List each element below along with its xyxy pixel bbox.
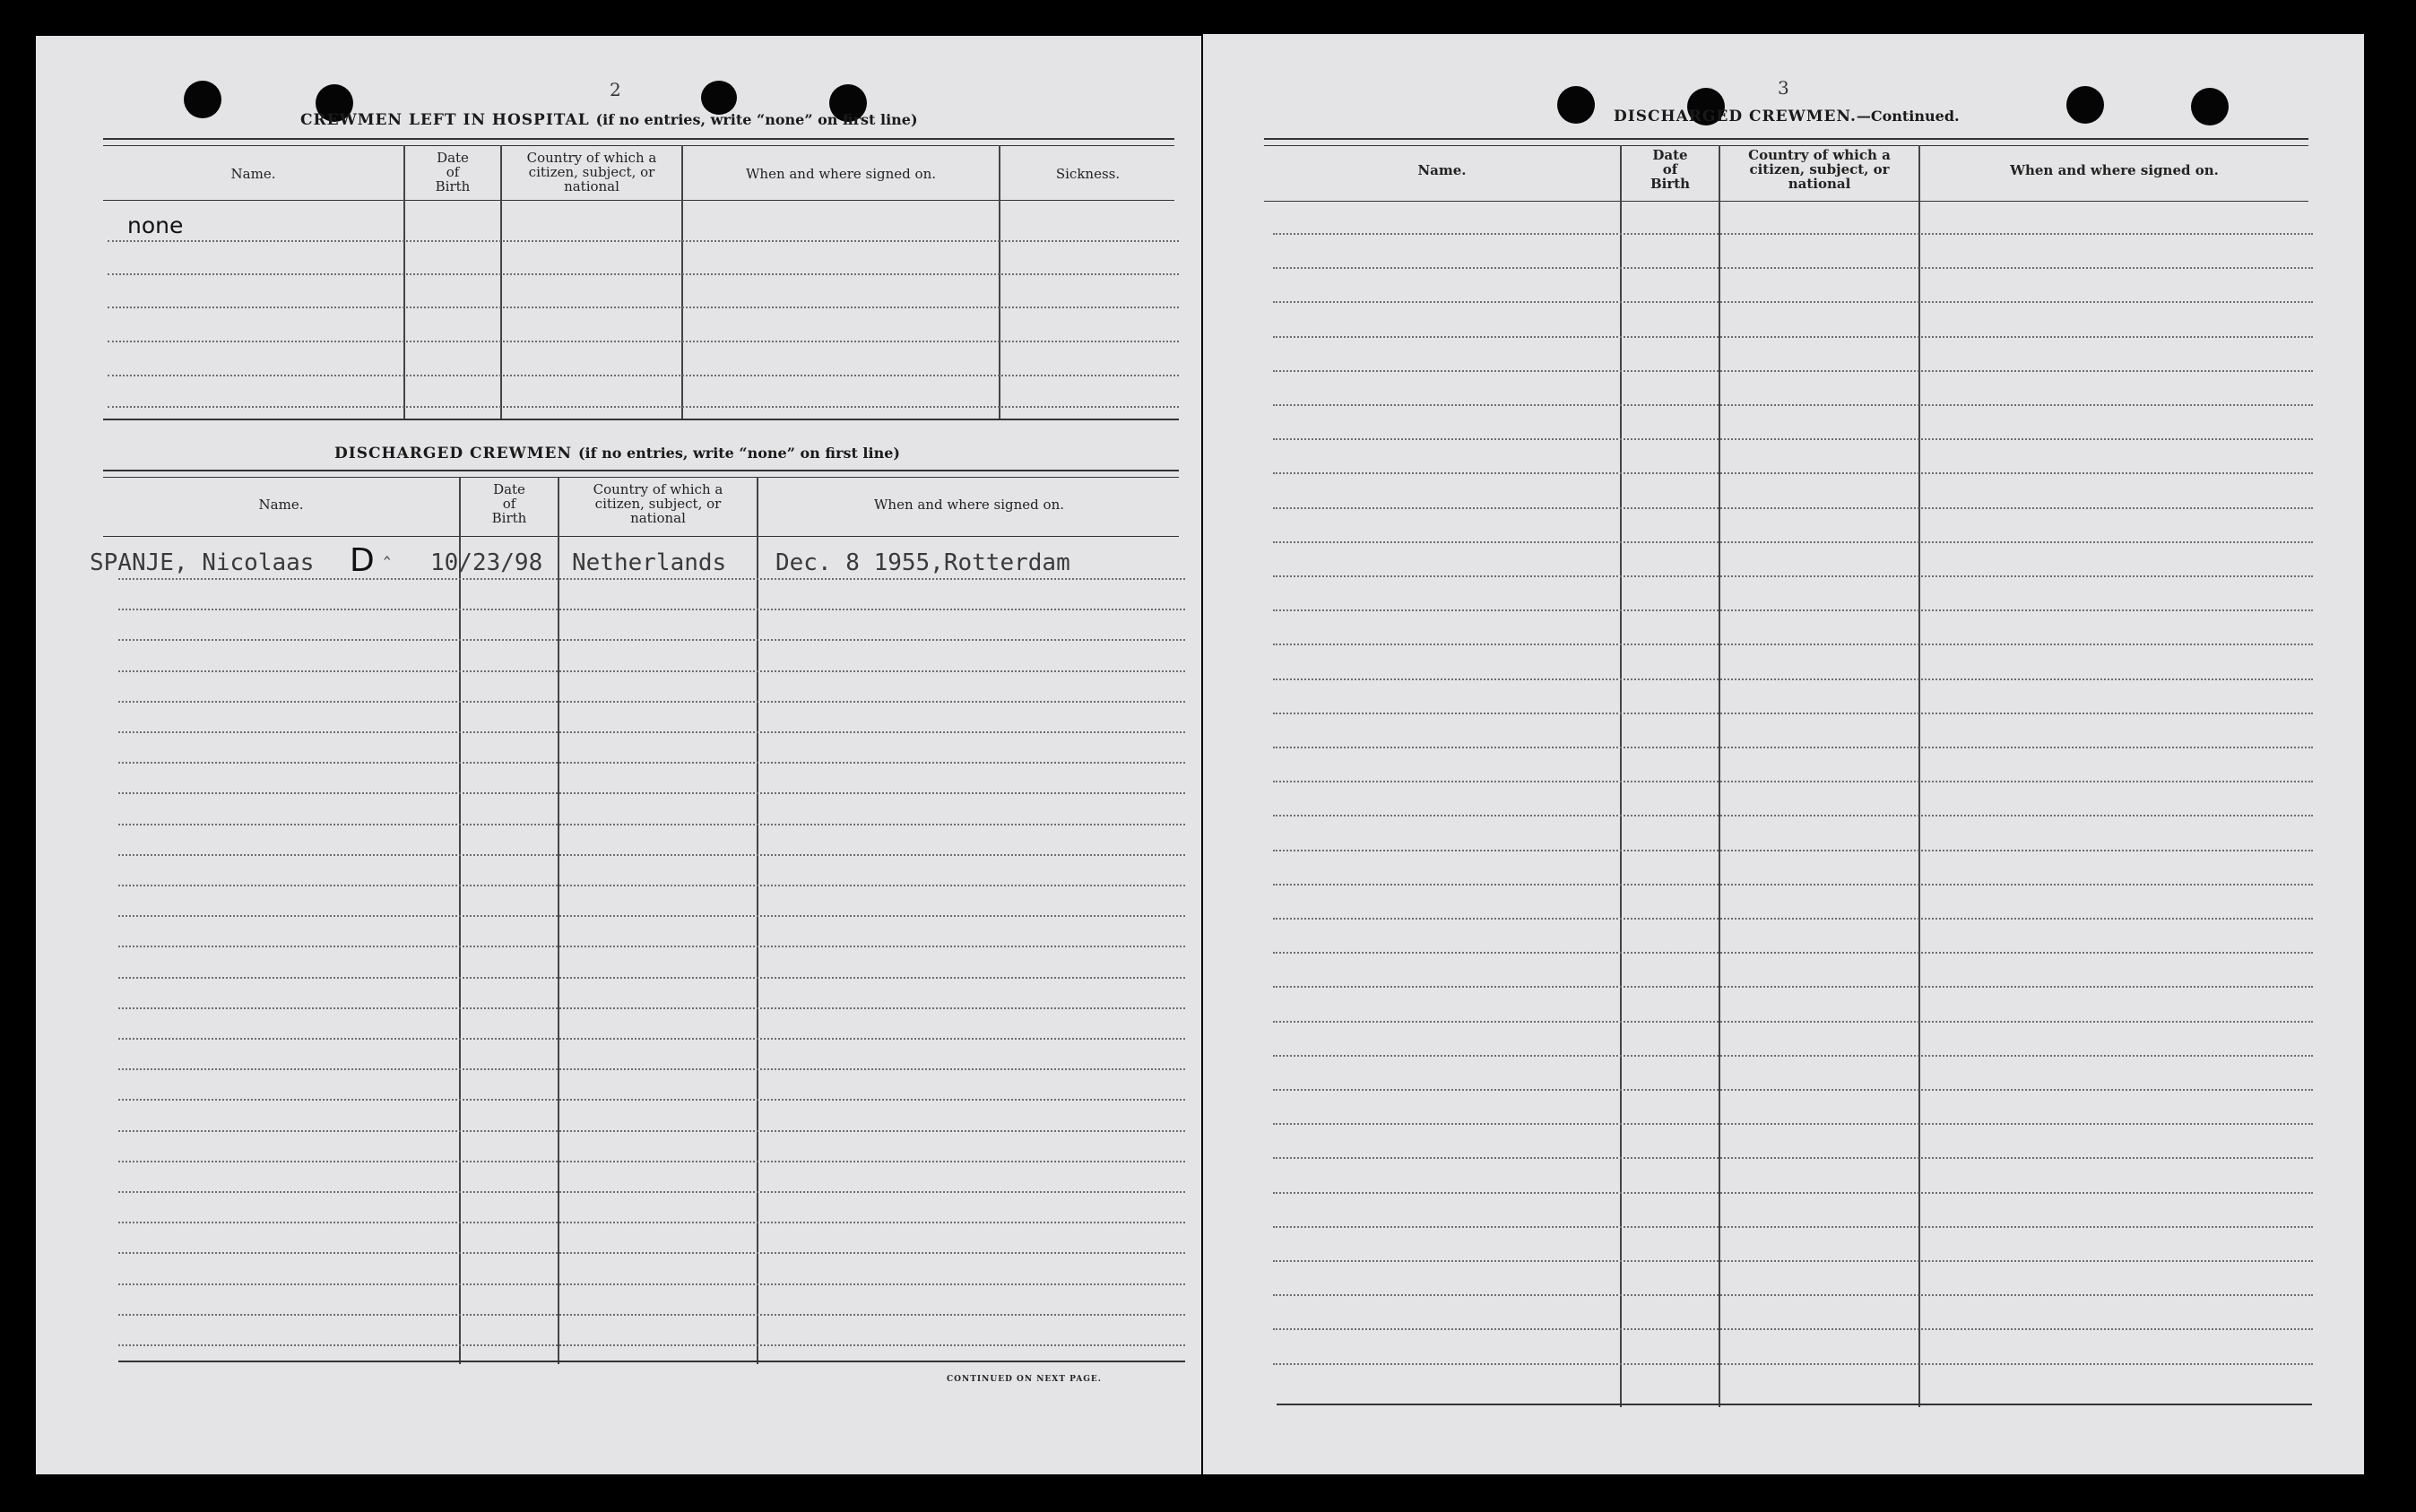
entry-line bbox=[118, 1344, 1185, 1346]
entry-line bbox=[118, 1130, 1185, 1132]
entry-line bbox=[118, 1007, 1185, 1009]
entry-line bbox=[118, 1038, 1185, 1040]
column-divider bbox=[1719, 145, 1720, 1407]
table-bottom-rule bbox=[118, 1361, 1185, 1362]
header-rule bbox=[103, 200, 1174, 201]
handwritten-tick: ‸ bbox=[384, 538, 391, 560]
header-date-of-birth: Date of Birth bbox=[1650, 147, 1691, 192]
hospital-entry-name: none bbox=[127, 212, 184, 238]
entry-line bbox=[118, 1099, 1185, 1101]
entry-line bbox=[1273, 1055, 2313, 1057]
column-divider bbox=[1918, 145, 1920, 1407]
entry-line bbox=[1273, 267, 2313, 269]
table-rule bbox=[103, 470, 1179, 471]
header-when-where: When and where signed on. bbox=[745, 166, 936, 182]
header-name: Name. bbox=[230, 166, 276, 182]
entry-line bbox=[118, 1283, 1185, 1285]
table-rule bbox=[103, 477, 1179, 478]
left-page bbox=[36, 36, 1201, 1474]
entry-line bbox=[1273, 507, 2313, 509]
table-rule bbox=[1264, 145, 2308, 146]
discharged-entry-date-of-birth: 10/23/98 bbox=[430, 549, 543, 576]
header-country: Country of which a citizen, subject, or national bbox=[526, 150, 657, 194]
punch-hole bbox=[701, 81, 737, 115]
entry-line bbox=[108, 375, 1179, 376]
header-rule bbox=[1264, 201, 2308, 202]
entry-line bbox=[1273, 747, 2313, 748]
entry-line bbox=[108, 341, 1179, 342]
entry-line bbox=[1273, 1192, 2313, 1194]
continued-footer: CONTINUED ON NEXT PAGE. bbox=[947, 1375, 1102, 1384]
header-name: Name. bbox=[258, 497, 304, 513]
entry-line bbox=[118, 609, 1185, 610]
entry-line bbox=[1273, 1294, 2313, 1296]
entry-line bbox=[1273, 370, 2313, 372]
discharged-entry-country: Netherlands bbox=[572, 549, 727, 576]
entry-line bbox=[1273, 1157, 2313, 1159]
column-divider bbox=[1620, 145, 1622, 1407]
page-number: 3 bbox=[1778, 77, 1789, 99]
entry-line bbox=[1273, 233, 2313, 235]
punch-hole bbox=[2066, 86, 2104, 124]
page-number: 2 bbox=[610, 79, 621, 100]
entry-line bbox=[1273, 986, 2313, 988]
discharged-entry-signed-on: Dec. 8 1955,Rotterdam bbox=[775, 549, 1070, 576]
entry-line bbox=[118, 1314, 1185, 1316]
punch-hole bbox=[2191, 88, 2229, 125]
entry-line bbox=[108, 273, 1179, 275]
entry-line bbox=[118, 854, 1185, 856]
entry-line bbox=[118, 977, 1185, 979]
discharged-entry-name: SPANJE, Nicolaas bbox=[90, 549, 315, 576]
entry-line bbox=[118, 1252, 1185, 1254]
entry-line bbox=[108, 240, 1179, 242]
discharged-continued-title: DISCHARGED CREWMEN.—Continued. bbox=[1614, 108, 1960, 125]
table-bottom-rule bbox=[103, 419, 1179, 420]
entry-line bbox=[108, 406, 1179, 408]
entry-line bbox=[1273, 678, 2313, 680]
column-divider bbox=[999, 145, 1000, 419]
entry-line bbox=[1273, 1260, 2313, 1262]
header-when-where: When and where signed on. bbox=[2010, 162, 2219, 178]
entry-line bbox=[118, 885, 1185, 886]
entry-line bbox=[1273, 1226, 2313, 1228]
hospital-section-title: CREWMEN LEFT IN HOSPITAL (if no entries, write “none” on first line) bbox=[300, 111, 918, 129]
header-country: Country of which a citizen, subject, or national bbox=[1748, 147, 1891, 192]
entry-line bbox=[1273, 472, 2313, 474]
discharged-section-title: DISCHARGED CREWMEN (if no entries, write “none” on first line) bbox=[334, 445, 900, 462]
header-date-of-birth: Date of Birth bbox=[491, 481, 527, 526]
header-country: Country of which a citizen, subject, or national bbox=[593, 481, 723, 526]
entry-line bbox=[1273, 1089, 2313, 1091]
header-sickness: Sickness. bbox=[1055, 166, 1121, 182]
entry-line bbox=[118, 578, 1185, 580]
entry-line bbox=[118, 731, 1185, 733]
entry-line bbox=[1273, 1328, 2313, 1330]
entry-line bbox=[1273, 850, 2313, 851]
header-name: Name. bbox=[1417, 162, 1467, 178]
entry-line bbox=[1273, 404, 2313, 406]
entry-line bbox=[118, 1161, 1185, 1162]
entry-line bbox=[1273, 918, 2313, 920]
entry-line bbox=[1273, 644, 2313, 645]
entry-line bbox=[1273, 1021, 2313, 1023]
header-when-where: When and where signed on. bbox=[873, 497, 1064, 513]
entry-line bbox=[1273, 884, 2313, 886]
entry-line bbox=[118, 1068, 1185, 1070]
entry-line bbox=[1273, 301, 2313, 303]
entry-line bbox=[1273, 815, 2313, 816]
handwritten-mark: D bbox=[350, 542, 375, 579]
table-rule bbox=[103, 145, 1174, 146]
punch-hole bbox=[1557, 86, 1595, 124]
entry-line bbox=[118, 915, 1185, 917]
entry-line bbox=[1273, 438, 2313, 440]
entry-line bbox=[118, 946, 1185, 947]
entry-line bbox=[1273, 781, 2313, 782]
entry-line bbox=[118, 670, 1185, 672]
entry-line bbox=[1273, 1123, 2313, 1125]
right-page bbox=[1203, 34, 2364, 1474]
entry-line bbox=[118, 701, 1185, 703]
entry-line bbox=[1273, 541, 2313, 543]
entry-line bbox=[1273, 1363, 2313, 1365]
entry-line bbox=[118, 762, 1185, 764]
entry-line bbox=[118, 1191, 1185, 1193]
header-rule bbox=[103, 536, 1179, 537]
table-rule bbox=[1264, 138, 2308, 140]
entry-line bbox=[118, 1222, 1185, 1223]
header-date-of-birth: Date of Birth bbox=[435, 150, 471, 194]
entry-line bbox=[118, 639, 1185, 641]
entry-line bbox=[118, 824, 1185, 825]
table-bottom-rule bbox=[1277, 1404, 2312, 1405]
entry-line bbox=[1273, 952, 2313, 954]
punch-hole bbox=[184, 81, 221, 118]
entry-line bbox=[1273, 713, 2313, 714]
entry-line bbox=[118, 792, 1185, 794]
entry-line bbox=[1273, 336, 2313, 338]
entry-line bbox=[1273, 575, 2313, 577]
table-rule bbox=[103, 138, 1174, 140]
column-divider bbox=[681, 145, 683, 419]
entry-line bbox=[108, 307, 1179, 308]
entry-line bbox=[1273, 609, 2313, 611]
